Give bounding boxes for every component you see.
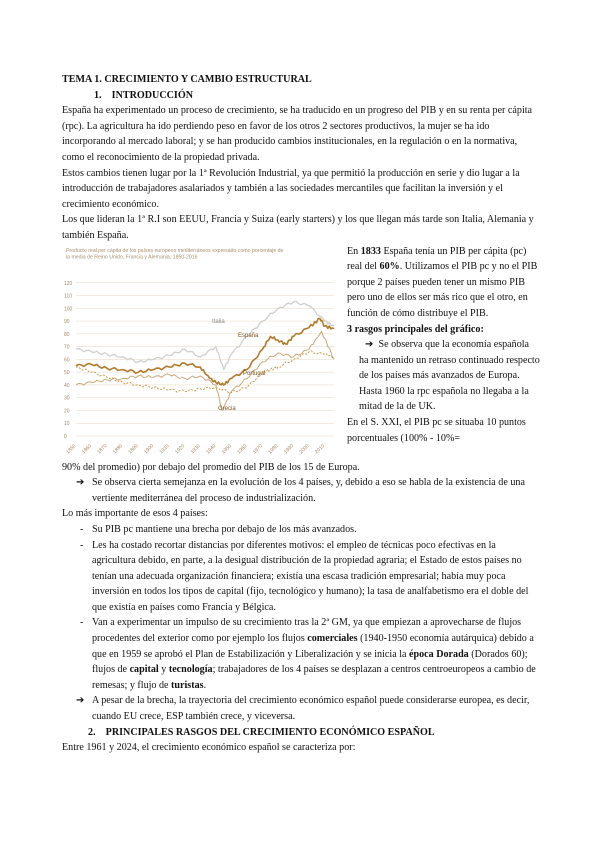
- x-tick-label: 1880: [111, 442, 125, 455]
- section-1-heading: [62, 88, 540, 104]
- arrow-point-3: ➔ A pesar de la brecha, la trayectoria del crecimiento económico español puede considerarse europea, es decir, cuando EU crece, ESP también crece, y viceversa.: [62, 693, 540, 724]
- x-tick-label: 1970: [251, 442, 264, 455]
- label-portugal: Portugal: [243, 370, 266, 377]
- x-tick-label: 1990: [282, 442, 296, 455]
- arrow-point-2: ➔ Se observa cierta semejanza en la evolución de los 4 países, y, debido a eso se habla de la existencia de una vertiente mediterránea del proceso de industrialización.: [62, 475, 540, 506]
- section-2-title: PRINCIPALES RASGOS DEL CRECIMIENTO ECONÓMICO ESPAÑOL: [105, 726, 435, 738]
- y-tick-label: 40: [64, 382, 70, 389]
- x-tick-label: 1860: [80, 442, 93, 455]
- y-tick-label: 60: [64, 356, 70, 363]
- bullet-1: - Su PIB pc mantiene una brecha por debajo de los más avanzados.: [62, 522, 540, 538]
- pct-60: 60%: [379, 261, 400, 273]
- paragraph-1: España ha experimentado un proceso de crecimiento, se ha traducido en un progreso del PIB y en su renta per cápita (rpc). La agricultura ha ido perdiendo peso en favor de los otros 2 sectores productivos, la mujer se ha ido incorporando al mercado laboral; y se han producido cambios institucionales, en la regulación o en la normativa, como el reconocimiento de la propiedad privada.: [62, 105, 533, 163]
- dash-marker: -: [80, 617, 84, 629]
- label-italia: Italia: [212, 318, 225, 325]
- dash-marker: -: [80, 523, 84, 535]
- chart-background: [62, 244, 342, 457]
- y-tick-label: 20: [64, 407, 70, 414]
- paragraph-3: Los que lideran la 1ª R.I son EEUU, Francia y Suiza (early starters) y los que llegan más tarde son Italia, Alemania y también España.: [62, 214, 534, 241]
- arrow-icon: ➔: [365, 339, 374, 351]
- bullet-2: - Les ha costado recortar distancias por diferentes motivos: el empleo de técnicas poco efectivas en la agricultura debido, en parte, a la desigual distribución de la propiedad agraria; el Estado de estos países no tenían una adecuada organización financiera; existía una escasa tradición empresarial; había muy poca inversión en todos los tipos de capital (fijo, tecnológico y humano); la tasa de analfabetismo era el doble del que existía en países como Francia y Bélgica.: [62, 538, 540, 616]
- chart-title-line: la media de Reino Unido, Francia y Alemania, 1850-2016: [66, 254, 198, 261]
- line-chart: [62, 244, 342, 457]
- paragraph-continuation: 90% del promedio) por debajo del promedio del PIB de los 15 de Europa.: [62, 461, 360, 473]
- chart-and-text-block: [62, 244, 540, 460]
- paragraph-2: Estos cambios tienen lugar por la 1ª Revolución Industrial, ya que permitió la producción en serie y dio lugar a la introducción de trabajadores asalariados y también a las sociedades mercantiles que facilitan la inversión y el crecimiento económico.: [62, 167, 520, 210]
- dash-marker: -: [80, 539, 84, 551]
- section-1-title: INTRODUCCIÓN: [111, 89, 193, 101]
- x-tick-label: 1870: [96, 442, 109, 455]
- label-espana: España: [238, 332, 259, 339]
- section-2-number: 2.: [88, 726, 96, 738]
- y-tick-label: 30: [64, 395, 70, 402]
- x-tick-label: 1890: [127, 442, 140, 455]
- commentary-paragraph-1: En 1833 España tenía un PIB per cápita (pc) real del 60%. Utilizamos el PIB pc y no el PIB porque 2 países pueden tener un mismo PIB pero uno de ellos ser más rico que el otro, en función de cómo distribuye el PIB.: [347, 245, 538, 319]
- y-tick-label: 80: [64, 331, 70, 338]
- x-tick-label: 1920: [174, 442, 187, 455]
- section-2-heading: [62, 725, 540, 741]
- document-page: [62, 72, 540, 756]
- final-paragraph: Entre 1961 y 2024, el crecimiento económico español se caracteriza por:: [62, 742, 356, 754]
- y-tick-label: 50: [64, 369, 70, 376]
- x-tick-label: 1950: [220, 442, 233, 455]
- y-tick-label: 90: [64, 318, 70, 325]
- x-tick-label: 1940: [205, 442, 218, 455]
- lo-mas-importante: Lo más importante de esos 4 países:: [62, 508, 208, 520]
- x-tick-label: 2000: [298, 442, 311, 455]
- chart-title-line: Producto real per cápita de los países europeos mediterráneos expresado como porcentaje de: [66, 247, 284, 254]
- arrow-point-1: ➔ Se observa que la economía española ha mantenido un retraso continuado respecto de los países más avanzados de Europa. Hasta 1960 la rpc española no llegaba a la mitad de la de UK.: [359, 339, 540, 413]
- x-tick-label: 1900: [143, 442, 156, 455]
- arrow-icon: ➔: [76, 477, 85, 489]
- section-1-number: 1.: [94, 89, 102, 101]
- y-tick-label: 100: [64, 305, 73, 312]
- x-tick-label: 2010: [313, 442, 327, 455]
- chart-figure: [62, 244, 342, 457]
- chart-commentary: [347, 244, 540, 447]
- label-grecia: Grecia: [218, 405, 236, 412]
- year-1833: 1833: [360, 245, 381, 257]
- y-tick-label: 0: [64, 433, 67, 440]
- bullet-3: - Van a experimentar un impulso de su crecimiento tras la 2ª GM, ya que empiezan a aprovecharse de flujos procedentes del exterior como por ejemplo los flujos comerciales (1940-1950 economía autárquica) debido a que en 1959 se aprobó el Plan de Estabilización y Liberalización y se inicia la época Dorada (Dorados 60); flujos de capital y tecnología; trabajadores de los 4 países se desplazan a centros centroeuropeos a cambio de remesas; y flujo de turistas.: [62, 615, 540, 693]
- y-tick-label: 70: [64, 344, 70, 351]
- commentary-paragraph-2: En el S. XXI, el PIB pc se situaba 10 puntos porcentuales (100% - 10%=: [347, 417, 526, 444]
- rasgos-title: 3 rasgos principales del gráfico:: [347, 323, 484, 335]
- x-tick-label: 1850: [65, 442, 78, 455]
- y-tick-label: 120: [64, 280, 73, 287]
- x-tick-label: 1980: [267, 442, 280, 455]
- x-tick-label: 1960: [236, 442, 249, 455]
- y-tick-label: 10: [64, 420, 70, 427]
- document-title: TEMA 1. CRECIMIENTO Y CAMBIO ESTRUCTURAL: [62, 74, 312, 85]
- x-tick-label: 1930: [189, 442, 202, 455]
- arrow-icon: ➔: [76, 695, 85, 707]
- y-tick-label: 110: [64, 293, 72, 300]
- x-tick-label: 1910: [158, 442, 171, 455]
